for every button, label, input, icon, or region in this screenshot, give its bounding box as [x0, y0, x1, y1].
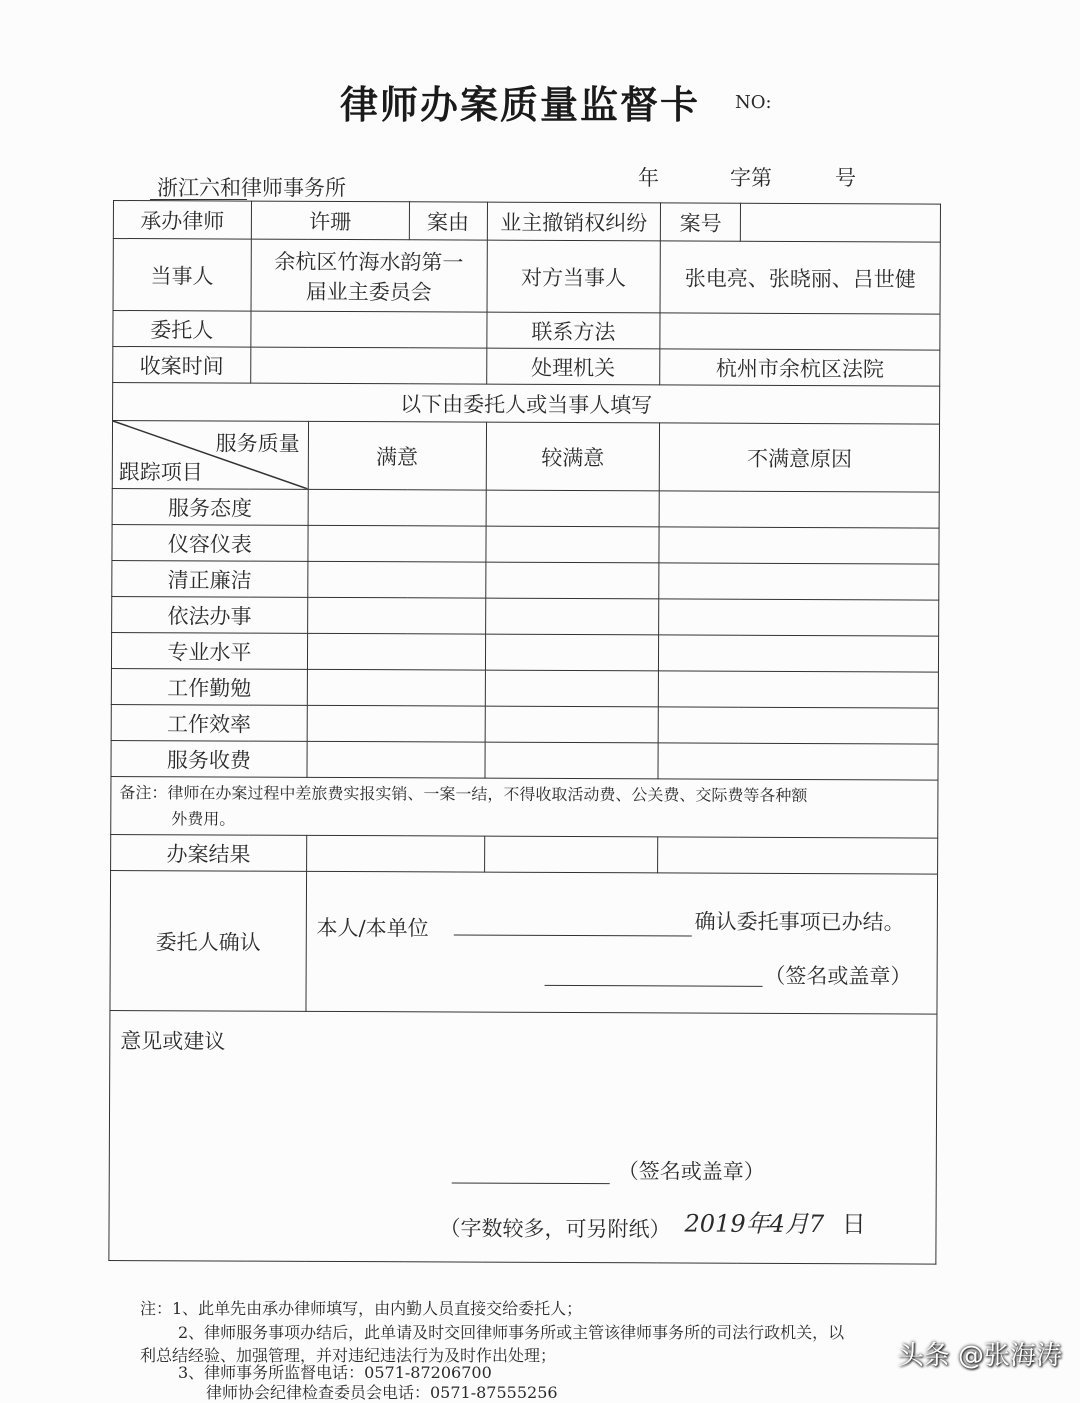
corner-bottom-label: 跟踪项目	[118, 460, 203, 485]
opinion-label: 意见或建议	[120, 1029, 226, 1054]
rating-cell[interactable]	[659, 635, 939, 672]
rating-cell[interactable]	[308, 489, 486, 526]
col-header-satisfied: 满意	[308, 421, 486, 490]
rating-cell[interactable]	[307, 705, 485, 742]
confirm-name-line[interactable]	[454, 934, 692, 936]
zi-label: 字第	[730, 166, 772, 190]
rating-cell[interactable]	[308, 525, 486, 562]
opinion-sign-label: （签名或盖章）	[617, 1159, 765, 1184]
rating-cell[interactable]	[307, 669, 485, 706]
table-row	[111, 632, 938, 672]
col-header-fairly-satisfied: 较满意	[486, 422, 660, 491]
confirm-suffix: 确认委托事项已办结。	[694, 909, 905, 935]
remark	[111, 776, 938, 838]
rating-cell[interactable]	[485, 526, 659, 563]
number-label: NO:	[735, 92, 772, 113]
opposing-label: 对方当事人	[487, 240, 661, 313]
authority-label: 处理机关	[486, 348, 660, 385]
opinion-count-note: （字数较多，可另附纸）	[439, 1216, 671, 1242]
opposing-value: 张电亮、张晓丽、吕世健	[660, 241, 940, 314]
item-label: 服务态度	[112, 488, 308, 525]
contact-label: 联系方法	[486, 312, 660, 349]
client-label: 委托人	[113, 311, 251, 348]
rating-cell[interactable]	[485, 706, 659, 743]
table-row	[112, 560, 939, 600]
party-value-line2: 届业主委员会	[305, 279, 432, 304]
received-label: 收案时间	[113, 347, 251, 384]
handwritten-date	[684, 1204, 865, 1240]
note-4: 律师协会纪律检查委员会电话：0571-87555256	[206, 1383, 558, 1402]
lawyer-value: 许珊	[251, 201, 409, 240]
rating-cell[interactable]	[659, 491, 939, 528]
remark-line2: 外费用。	[171, 808, 236, 829]
item-label: 专业水平	[111, 632, 307, 669]
rating-cell[interactable]	[659, 563, 939, 600]
item-label: 服务收费	[111, 740, 307, 777]
rating-cell[interactable]	[485, 742, 659, 779]
party-value	[251, 239, 487, 312]
rating-cell[interactable]	[486, 490, 660, 527]
authority-value: 杭州市余杭区法院	[660, 349, 940, 386]
rating-cell[interactable]	[659, 671, 939, 708]
confirm-cell[interactable]	[306, 871, 938, 1014]
note-1: 注：1、此单先由承办律师填写，由内勤人员直接交给委托人；	[140, 1299, 583, 1318]
caseno-value[interactable]	[741, 203, 941, 242]
note-2: 2、律师服务事项办结后，此单请及时交回律师事务所或主管该律师事务所的司法行政机关，以	[178, 1323, 845, 1342]
result-cell[interactable]	[306, 835, 484, 872]
item-label: 工作勤勉	[111, 668, 307, 705]
result-cell[interactable]	[658, 837, 938, 874]
cause-label: 案由	[409, 202, 487, 240]
lawyer-label: 承办律师	[113, 201, 251, 240]
party-value-line1: 余杭区竹海水韵第一	[274, 249, 464, 275]
eval-corner-cell	[112, 421, 308, 490]
watermark: 头条 @张海涛	[897, 1341, 1062, 1371]
card-title: 律师办案质量监督卡	[340, 82, 701, 127]
section-heading: 以下由委托人或当事人填写	[113, 383, 940, 425]
rating-cell[interactable]	[485, 634, 659, 671]
table-row	[111, 704, 938, 744]
cause-value: 业主撤销权纠纷	[487, 202, 661, 241]
note-2-cont: 利总结经验、加强管理，并对违纪违法行为及时作出处理；	[140, 1346, 557, 1365]
rating-cell[interactable]	[308, 561, 486, 598]
table-row	[111, 740, 938, 780]
remark-line1: 备注：律师在办案过程中差旅费实报实销、一案一结，不得收取活动费、公关费、交际费等各种额	[119, 782, 808, 805]
result-cell[interactable]	[484, 836, 658, 873]
confirm-label: 委托人确认	[110, 870, 306, 1011]
rating-cell[interactable]	[307, 741, 485, 778]
opinion-signature-line[interactable]	[452, 1182, 610, 1184]
col-header-reason: 不满意原因	[660, 423, 940, 492]
table-row	[111, 668, 938, 708]
party-label: 当事人	[113, 239, 251, 312]
rating-cell[interactable]	[659, 527, 939, 564]
received-value[interactable]	[251, 347, 487, 384]
item-label: 工作效率	[111, 704, 307, 741]
rating-cell[interactable]	[307, 597, 485, 634]
corner-top-label: 服务质量	[215, 431, 300, 456]
opinion-cell[interactable]	[109, 1010, 937, 1264]
firm-name: 浙江六和律师事务所	[157, 176, 346, 200]
item-label: 依法办事	[112, 596, 308, 633]
table-row	[112, 596, 939, 636]
note-3: 3、律师事务所监督电话：0571-87206700	[178, 1363, 492, 1382]
supervision-form	[108, 200, 941, 1265]
hao-label: 号	[835, 166, 856, 190]
table-row	[112, 488, 939, 528]
confirm-sign-label: （签名或盖章）	[764, 963, 912, 989]
table-row	[112, 524, 939, 564]
rating-cell[interactable]	[658, 743, 938, 780]
caseno-label: 案号	[661, 203, 741, 241]
confirm-signature-line[interactable]	[544, 985, 762, 987]
item-label: 仪容仪表	[112, 524, 308, 561]
rating-cell[interactable]	[307, 633, 485, 670]
year-label: 年	[638, 166, 659, 190]
rating-cell[interactable]	[658, 707, 938, 744]
rating-cell[interactable]	[485, 670, 659, 707]
rating-cell[interactable]	[485, 598, 659, 635]
contact-value[interactable]	[660, 313, 940, 350]
item-label: 清正廉洁	[112, 560, 308, 597]
confirm-prefix: 本人/本单位	[316, 915, 429, 941]
rating-cell[interactable]	[659, 599, 939, 636]
rating-cell[interactable]	[485, 562, 659, 599]
client-value[interactable]	[251, 311, 487, 348]
day-label: 日	[841, 1210, 866, 1239]
handwritten-date-value: 2019年4月7	[684, 1209, 825, 1239]
result-label: 办案结果	[111, 834, 307, 871]
